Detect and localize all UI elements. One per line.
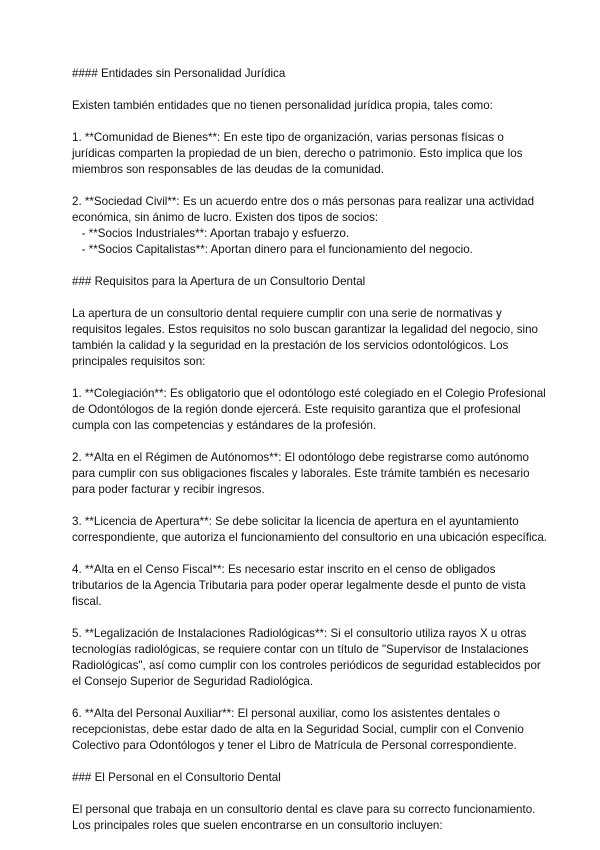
paragraph [72, 450, 530, 498]
text-line: ### El Personal en el Consultorio Dental [72, 771, 281, 784]
text-line: Colectivo para Odontólogos y tener el Libro de Matrícula de Personal correspondiente. [72, 739, 517, 752]
text-line: 4. **Alta en el Censo Fiscal**: Es necesario estar inscrito en el censo de obligados [72, 563, 496, 576]
paragraph [72, 386, 546, 434]
paragraph [72, 626, 541, 690]
text-line: Radiológicas", así como cumplir con los controles periódicos de seguridad establecidos por [72, 659, 541, 672]
text-line: Existen también entidades que no tienen personalidad jurídica propia, tales como: [72, 99, 493, 112]
text-line: miembros son responsables de las deudas de la comunidad. [72, 163, 384, 176]
text-line: 1. **Comunidad de Bienes**: En este tipo de organización, varias personas físicas o [72, 131, 504, 144]
section-heading [72, 770, 530, 786]
document-page [72, 66, 548, 850]
text-line: recepcionistas, debe estar dado de alta en la Seguridad Social, cumplir con el Convenio [72, 723, 524, 736]
text-line: 5. **Legalización de Instalaciones Radiológicas**: Si el consultorio utiliza rayos X u otras [72, 627, 527, 640]
text-line: requisitos legales. Estos requisitos no solo buscan garantizar la legalidad del negocio, sino [72, 323, 538, 336]
section-heading [72, 274, 530, 290]
paragraph [72, 98, 530, 114]
text-line: de Odontólogos de la región donde ejercerá. Este requisito garantiza que el profesional [72, 403, 521, 416]
text-line: jurídicas comparten la propiedad de un bien, derecho o patrimonio. Esto implica que los [72, 147, 523, 160]
text-line: principales requisitos son: [72, 355, 206, 368]
paragraph [72, 802, 536, 834]
text-line: - **Socios Industriales**: Aportan trabajo y esfuerzo. [72, 227, 350, 240]
text-line: 1. **Colegiación**: Es obligatorio que el odontólogo esté colegiado en el Colegio Profesional [72, 387, 546, 400]
text-line: 2. **Sociedad Civil**: Es un acuerdo entre dos o más personas para realizar una actividad [72, 195, 535, 208]
text-line: para cumplir con sus obligaciones fiscales y laborales. Este trámite también es necesario [72, 467, 530, 480]
text-line: - **Socios Capitalistas**: Aportan dinero para el funcionamiento del negocio. [72, 243, 473, 256]
paragraph [72, 194, 535, 258]
text-line: El personal que trabaja en un consultorio dental es clave para su correcto funcionamiento. [72, 803, 536, 816]
text-line: correspondiente, que autoriza el funcionamiento del consultorio en una ubicación específica. [72, 531, 548, 544]
text-line: cumpla con las competencias y estándares de la profesión. [72, 419, 377, 432]
text-line: 3. **Licencia de Apertura**: Se debe solicitar la licencia de apertura en el ayuntamiento [72, 515, 519, 528]
paragraph [72, 562, 530, 610]
paragraph [72, 706, 530, 754]
text-line: 2. **Alta en el Régimen de Autónomos**: El odontólogo debe registrarse como autónomo [72, 451, 529, 464]
text-line: económica, sin ánimo de lucro. Existen dos tipos de socios: [72, 211, 379, 224]
text-line: Los principales roles que suelen encontrarse en un consultorio incluyen: [72, 819, 443, 832]
text-line: tributarios de la Agencia Tributaria para poder operar legalmente desde el punto de vista [72, 579, 526, 592]
text-line: el Consejo Superior de Seguridad Radiológica. [72, 675, 314, 688]
text-line: 6. **Alta del Personal Auxiliar**: El personal auxiliar, como los asistentes dentales o [72, 707, 500, 720]
paragraph [72, 514, 548, 546]
paragraph [72, 130, 530, 178]
text-line: ### Requisitos para la Apertura de un Consultorio Dental [72, 275, 366, 288]
paragraph [72, 306, 538, 370]
text-line: también la calidad y la seguridad en la prestación de los servicios odontológicos. Los [72, 339, 509, 352]
text-line: fiscal. [72, 595, 102, 608]
text-line: La apertura de un consultorio dental requiere cumplir con una serie de normativas y [72, 307, 502, 320]
text-line: #### Entidades sin Personalidad Jurídica [72, 67, 286, 80]
text-line: para poder facturar y recibir ingresos. [72, 483, 265, 496]
section-heading [72, 66, 530, 82]
text-line: tecnologías radiológicas, se requiere contar con un título de "Supervisor de Instalaciones [72, 643, 529, 656]
